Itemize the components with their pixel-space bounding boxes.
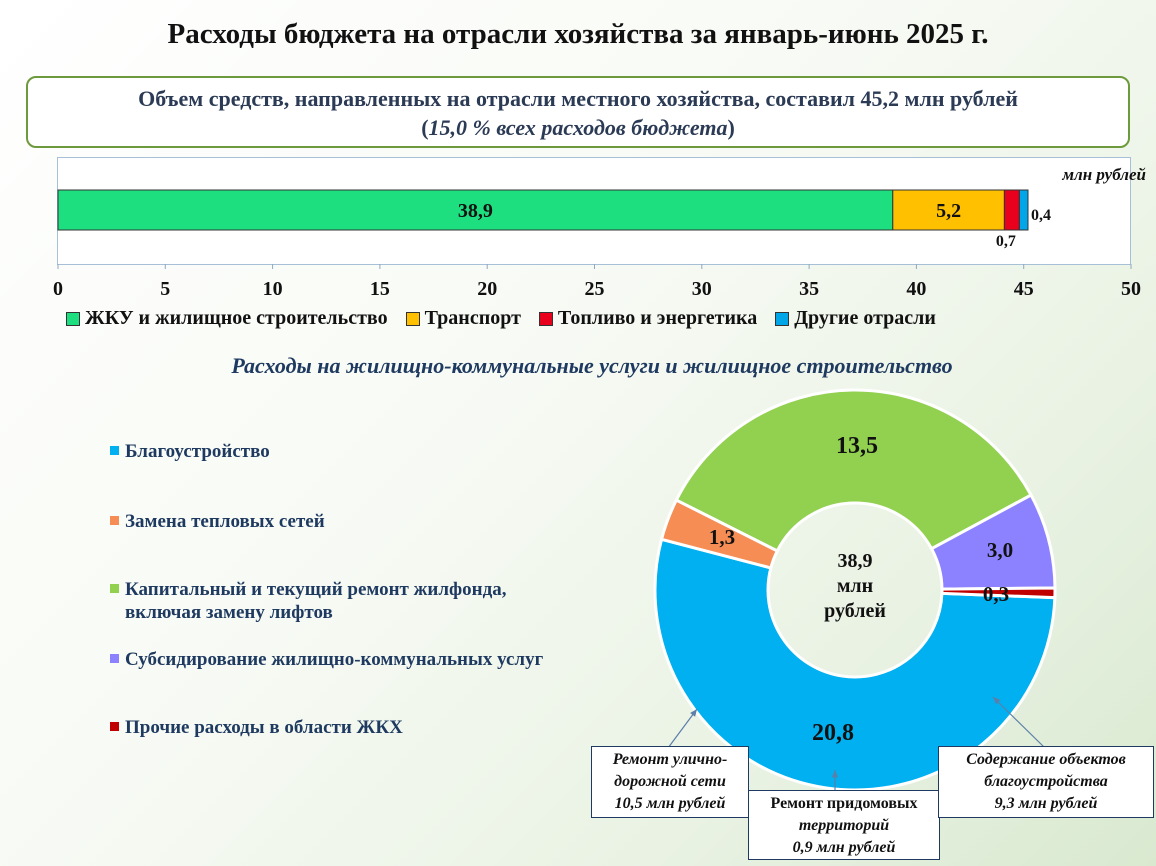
donut-legend-label: Капитальный и текущий ремонт жилфонда, <box>125 579 507 600</box>
x-tick-label: 20 <box>477 278 498 300</box>
legend-swatch <box>775 312 789 326</box>
legend-label: Другие отрасли <box>794 307 936 329</box>
donut-legend-item <box>110 648 543 671</box>
x-tick-label: 50 <box>1121 278 1141 300</box>
donut-legend-label-line-2: включая замену лифтов <box>125 602 333 623</box>
callout-road-line-2: дорожной сети <box>614 773 726 790</box>
donut-data-label: 20,8 <box>812 720 854 746</box>
donut-data-label: 3,0 <box>986 538 1014 562</box>
legend-swatch <box>539 312 553 326</box>
summary-paren-close: ) <box>727 115 735 140</box>
donut-legend-label: Благоустройство <box>125 441 270 462</box>
callout-yards-line-2: территорий <box>798 817 890 834</box>
legend-item <box>406 307 521 330</box>
x-tick-label: 30 <box>691 278 712 300</box>
bar-segment <box>1004 190 1019 230</box>
bar-segment <box>1019 190 1028 230</box>
bar-data-label: 0,7 <box>995 233 1016 250</box>
donut-legend-swatch <box>110 654 119 663</box>
donut-legend-swatch <box>110 584 119 593</box>
page-title: Расходы бюджета на отрасли хозяйства за январь-июнь 2025 г. <box>167 18 989 50</box>
legend-swatch <box>66 312 80 326</box>
callout-maintenance-line-2: благоустройства <box>984 773 1108 790</box>
donut-legend-swatch <box>110 516 119 525</box>
x-tick-label: 10 <box>262 278 283 300</box>
legend-label: ЖКУ и жилищное строительство <box>85 307 388 329</box>
legend-item <box>775 307 936 330</box>
callout-maintenance <box>938 746 1154 818</box>
bar-data-label: 5,2 <box>936 200 962 222</box>
donut-legend-item <box>110 578 506 624</box>
x-tick-label: 25 <box>584 278 605 300</box>
donut-legend-swatch <box>110 446 119 455</box>
summary-line-1: Объем средств, направленных на отрасли местного хозяйства, составил 45,2 млн рублей <box>138 86 1018 111</box>
legend-label: Транспорт <box>424 307 521 329</box>
bar-data-label: 38,9 <box>457 200 493 222</box>
legend-item <box>539 307 757 330</box>
donut-chart-title: Расходы на жилищно-коммунальные услуги и жилищное строительство <box>231 353 953 378</box>
donut-legend-item <box>110 440 270 463</box>
x-tick-label: 40 <box>906 278 927 300</box>
x-tick-label: 5 <box>160 278 171 300</box>
x-tick-label: 15 <box>369 278 390 300</box>
callout-yard-repair <box>748 790 940 860</box>
donut-legend-swatch <box>110 722 119 731</box>
donut-center-total: 38,9 <box>837 550 873 572</box>
bar-chart-legend <box>66 307 936 330</box>
summary-paren-open: ( <box>421 115 429 140</box>
callout-yards-line-3: 0,9 млн рублей <box>792 839 896 856</box>
donut-center-label <box>805 549 905 624</box>
callout-maintenance-line-1: Содержание объектов <box>966 751 1126 768</box>
x-tick-label: 45 <box>1013 278 1034 300</box>
callout-maintenance-line-3: 9,3 млн рублей <box>994 795 1098 812</box>
donut-center-unit-2: рублей <box>824 600 886 622</box>
donut-legend-label: Прочие расходы в области ЖКХ <box>125 717 403 738</box>
donut-data-label: 1,3 <box>708 525 736 549</box>
callout-road-repair <box>591 746 749 818</box>
donut-legend-item <box>110 510 325 533</box>
donut-data-label: 0,3 <box>982 582 1010 606</box>
donut-legend-label: Замена тепловых сетей <box>125 511 325 532</box>
x-tick-label: 0 <box>53 278 63 300</box>
legend-item <box>66 307 388 330</box>
callout-road-line-1: Ремонт улично- <box>612 751 728 768</box>
donut-legend-label: Субсидирование жилищно-коммунальных услуг <box>125 649 544 670</box>
donut-data-label: 13,5 <box>836 433 878 459</box>
callout-road-line-3: 10,5 млн рублей <box>614 795 726 812</box>
summary-share: 15,0 % всех расходов бюджета <box>428 115 728 140</box>
donut-legend-item <box>110 716 403 739</box>
x-tick-label: 35 <box>799 278 820 300</box>
legend-swatch <box>406 312 420 326</box>
callout-yards-line-1: Ремонт придомовых <box>770 795 918 812</box>
unit-label: млн рублей <box>1062 165 1146 184</box>
donut-center-unit-1: млн <box>836 575 874 597</box>
bar-data-label: 0,4 <box>1030 207 1051 224</box>
legend-label: Топливо и энергетика <box>557 307 758 329</box>
